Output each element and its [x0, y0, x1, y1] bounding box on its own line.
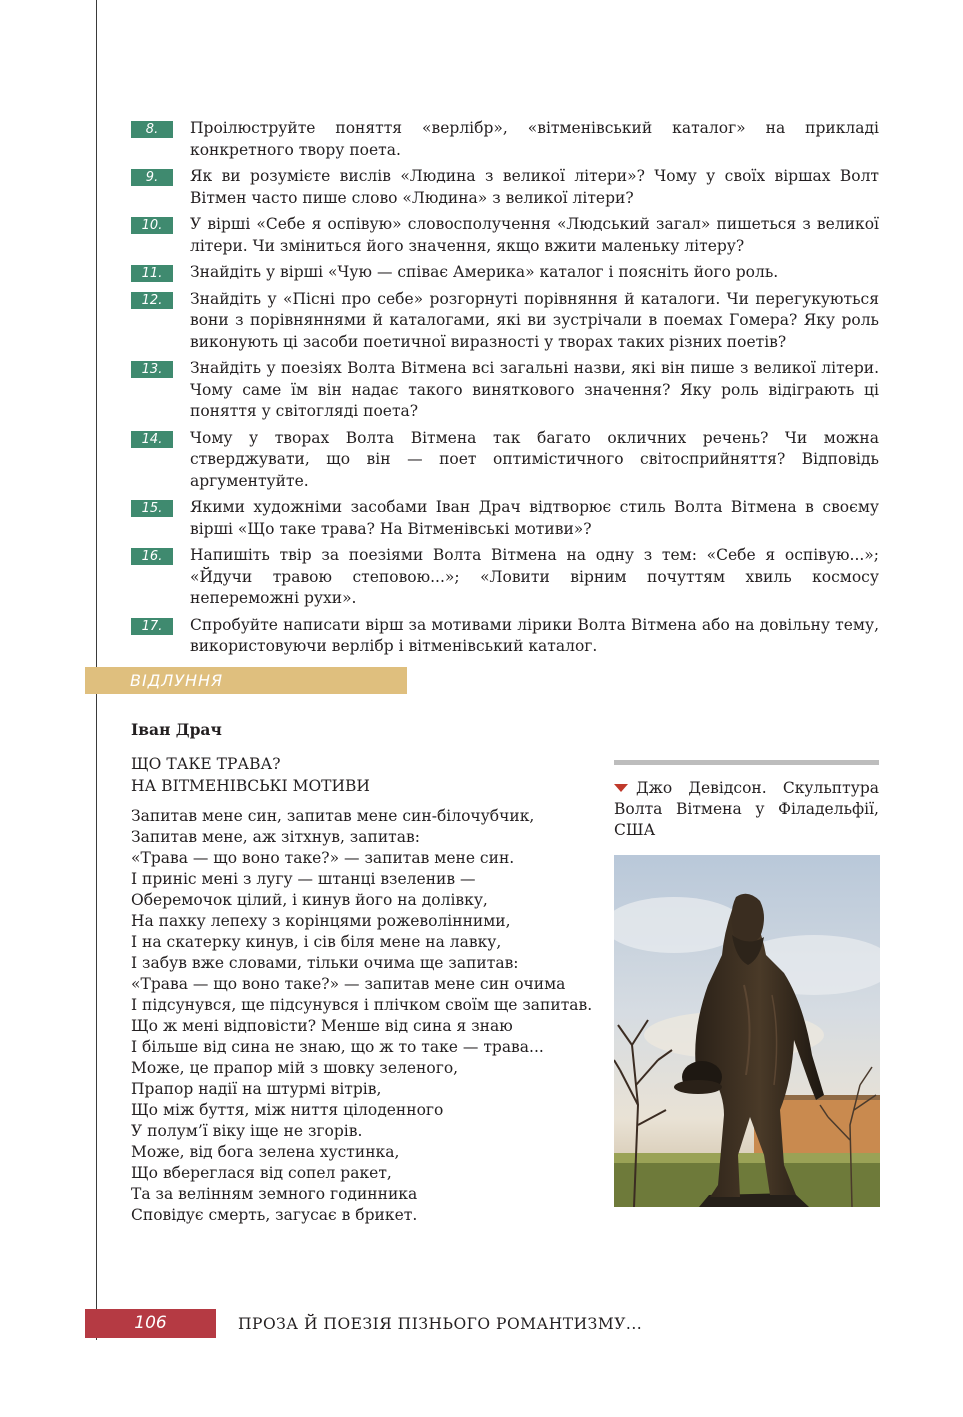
- poem-line: Може, це прапор мій з шовку зеленого,: [131, 1059, 459, 1077]
- question-item: [131, 289, 879, 354]
- poem-title: [131, 753, 370, 797]
- caption-rule: [614, 760, 879, 765]
- question-item: [131, 118, 879, 161]
- question-item: [131, 262, 879, 284]
- statue-photo-graphic: [614, 855, 880, 1207]
- poem-line: «Трава — що воно таке?» — запитав мене син.: [131, 849, 515, 867]
- poem-author: Іван Драч: [131, 720, 222, 739]
- question-text: У вірші «Себе я оспівую» словосполучення «Людський загал» пишеться з великої літери. Чи зміниться його значення, якщо вжити маленьку літеру?: [190, 215, 879, 255]
- page-number: 106: [134, 1313, 167, 1333]
- question-item: [131, 358, 879, 423]
- question-number: 12.: [131, 292, 173, 309]
- whitman-statue-photo: [614, 855, 880, 1207]
- question-item: [131, 428, 879, 493]
- poem-line: І приніс мені з лугу — штанці взеленив —: [131, 870, 476, 888]
- caption-text: Джо Девідсон. Скульптура Волта Вітмена у Філадельфії, США: [614, 779, 879, 839]
- question-number: 17.: [131, 618, 173, 635]
- question-item: [131, 545, 879, 610]
- poem-line: І забув вже словами, тільки очима ще запитав:: [131, 954, 519, 972]
- poem-line: І більше від сина не знаю, що ж то таке — трава...: [131, 1038, 544, 1056]
- triangle-down-icon: [614, 784, 628, 792]
- poem-line: Запитав мене син, запитав мене син-білочубчик,: [131, 807, 535, 825]
- question-number: 15.: [131, 500, 173, 517]
- question-text: Спробуйте написати вірш за мотивами лірики Волта Вітмена або на довільну тему, використовуючи верлібр і вітменівський каталог.: [190, 615, 879, 655]
- question-number: 9.: [131, 169, 173, 186]
- question-number: 11.: [131, 265, 173, 282]
- poem-line: Сповідує смерть, загусає в брикет.: [131, 1206, 418, 1224]
- poem-line: Що вбереглася від сопел ракет,: [131, 1164, 392, 1182]
- question-item: [131, 497, 879, 540]
- question-text: Знайдіть у поезіях Волта Вітмена всі загальні назви, які він пише з великої літери. Чому саме їм він надає такого виняткового значення? Яку роль відіграють ці поняття у світогляді поета?: [190, 359, 879, 420]
- question-text: Якими художніми засобами Іван Драч відтворює стиль Волта Вітмена в своєму вірші «Що таке трава? На Вітменівські мотиви»?: [190, 498, 879, 538]
- question-number: 8.: [131, 121, 173, 138]
- poem-line: І підсунувся, ще підсунувся і плічком своїм ще запитав.: [131, 996, 593, 1014]
- question-text: Напишіть твір за поезіями Волта Вітмена на одну з тем: «Себе я оспівую...»; «Йдучи травою степовою...»; «Ловити вірним почуттям хвиль космосу непереможні рухи».: [190, 546, 879, 607]
- poem-title-line: ЩО ТАКЕ ТРАВА?: [131, 755, 281, 773]
- question-text: Як ви розумієте вислів «Людина з великої літери»? Чому у своїх віршах Волт Вітмен часто пише слово «Людина» з великої літери?: [190, 167, 879, 207]
- running-head: ПРОЗА Й ПОЕЗІЯ ПІЗНЬОГО РОМАНТИЗМУ...: [238, 1315, 643, 1333]
- question-item: [131, 214, 879, 257]
- photo-caption: [614, 778, 879, 841]
- poem-line: Що між буття, між ниття цілоденного: [131, 1101, 444, 1119]
- poem-line: Може, від бога зелена хустинка,: [131, 1143, 400, 1161]
- question-list: [131, 118, 879, 663]
- poem-line: Та за велінням земного годинника: [131, 1185, 418, 1203]
- poem-line: Запитав мене, аж зітхнув, запитав:: [131, 828, 420, 846]
- question-item: [131, 615, 879, 658]
- question-text: Знайдіть у «Пісні про себе» розгорнуті порівняння й каталоги. Чи перегукуються вони з порівняннями й каталогами, які ви зустрічали в поемах Гомера? Яку роль виконують ці засоби поетичної виразності у творах таких різних поетів?: [190, 289, 879, 351]
- poem-line: Оберемочок цілий, і кинув його на долівку,: [131, 891, 488, 909]
- poem-title-line: НА ВІТМЕНІВСЬКІ МОТИВИ: [131, 777, 370, 795]
- poem-body: [131, 806, 592, 1226]
- question-number: 16.: [131, 548, 173, 565]
- poem-line: І на скатерку кинув, і сів біля мене на лавку,: [131, 933, 502, 951]
- poem-line: У полум’ї віку іще не згорів.: [131, 1122, 363, 1140]
- question-text: Проілюструйте поняття «верлібр», «вітменівський каталог» на прикладі конкретного твору поета.: [190, 119, 879, 159]
- question-text: Чому у творах Волта Вітмена так багато окличних речень? Чи можна стверджувати, що він — поет оптимістичного світосприйняття? Відповідь аргументуйте.: [190, 428, 879, 490]
- question-number: 14.: [131, 431, 173, 448]
- poem-line: Прапор надії на штурмі вітрів,: [131, 1080, 382, 1098]
- section-label: ВІДЛУННЯ: [130, 671, 224, 690]
- question-number: 13.: [131, 361, 173, 378]
- poem-line: На пахку лепеху з корінцями рожеволінними,: [131, 912, 511, 930]
- question-item: [131, 166, 879, 209]
- poem-line: Що ж мені відповісти? Менше від сина я знаю: [131, 1017, 513, 1035]
- question-text: Знайдіть у вірші «Чую — співає Америка» каталог і поясніть його роль.: [190, 263, 779, 281]
- question-number: 10.: [131, 217, 173, 234]
- poem-line: «Трава — що воно таке?» — запитав мене син очима: [131, 975, 566, 993]
